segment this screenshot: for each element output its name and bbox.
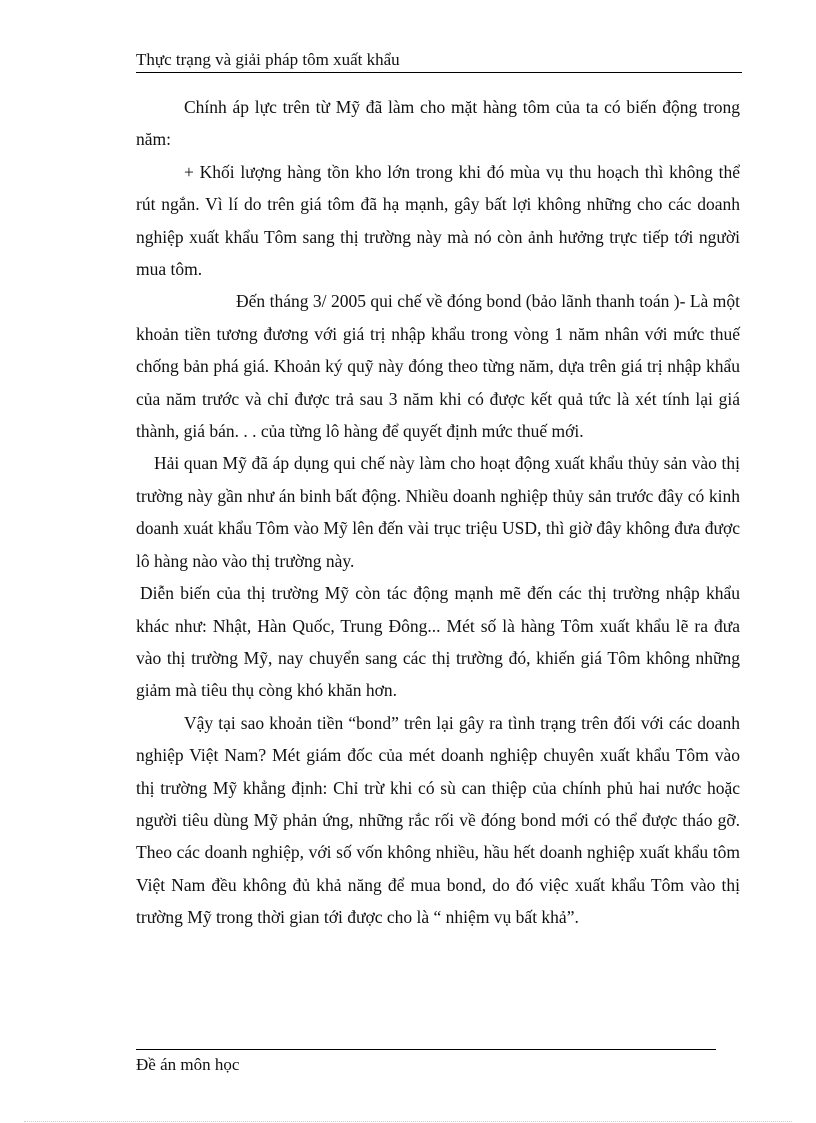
paragraph-other-markets: Diễn biến của thị trường Mỹ còn tác động mạnh mẽ đến các thị trường nhập khẩu khác như: Nhật, Hàn Quốc, Trung Đông... Mét số là hàng Tôm xuất khẩu lẽ ra đưa vào thị trường Mỹ, nay chuyển sang các thị trường đó, khiến giá Tôm không những giảm mà tiêu thụ còng khó khăn hơn. [136,583,740,701]
footer-text: Đề án môn học [136,1055,240,1074]
paragraph-bond-rule: Đến tháng 3/ 2005 qui chế về đóng bond (bảo lãnh thanh toán )- Là một khoản tiền tương đương với giá trị nhập khẩu trong vòng 1 năm nhân với mức thuế chống bản phá giá. Khoản ký quỹ này đóng theo từng năm, dựa trên giá trị nhập khẩu của năm trước và chỉ được trả sau 3 năm khi có được kết quả tức là xét tính lại giá thành, giá bán. . . của từng lô hàng để quyết định mức thuế mới. [136,291,740,442]
page-header [136,48,742,73]
header-title: Thực trạng và giải pháp tôm xuất khẩu [136,50,400,69]
footer-divider [136,1049,716,1050]
page-bottom-edge [24,1121,792,1122]
paragraph-bond-question: Vậy tại sao khoản tiền “bond” trên lại gây ra tình trạng trên đối với các doanh nghiệp Việt Nam? Mét giám đốc của mét doanh nghiệp chuyên xuất khẩu Tôm vào thị trường Mỹ khẳng định: Chỉ trừ khi có sù can thiệp của chính phủ hai nước hoặc người tiêu dùng Mỹ phản ứng, những rắc rối về đóng bond mới có thể được tháo gỡ. Theo các doanh nghiệp, với số vốn không nhiều, hầu hết doanh nghiệp xuất khẩu tôm Việt Nam đều không đủ khả năng để mua bond, do đó việc xuất khẩu Tôm vào thị trường Mỹ trong thời gian tới được cho là “ nhiệm vụ bất khả”. [136,712,740,928]
page-footer [136,1053,239,1077]
document-body [136,91,740,934]
paragraph-intro: Chính áp lực trên từ Mỹ đã làm cho mặt hàng tôm của ta có biến động trong năm: [136,97,740,150]
paragraph-inventory: + Khối lượng hàng tồn kho lớn trong khi đó mùa vụ thu hoạch thì không thể rút ngắn. Vì lí do trên giá tôm đã hạ mạnh, gây bất lợi không những cho các doanh nghiệp xuất khẩu Tôm sang thị trường này mà nó còn ảnh hưởng trực tiếp tới người mua tôm. [136,161,740,280]
paragraph-customs: Hải quan Mỹ đã áp dụng qui chế này làm cho hoạt động xuất khẩu thủy sản vào thị trường này gần như án binh bất động. Nhiều doanh nghiệp thủy sản trước đây có kinh doanh xuát khẩu Tôm vào Mỹ lên đến vài trục triệu USD, thì giờ đây không đưa được lô hàng nào vào thị trường này. [136,453,740,571]
